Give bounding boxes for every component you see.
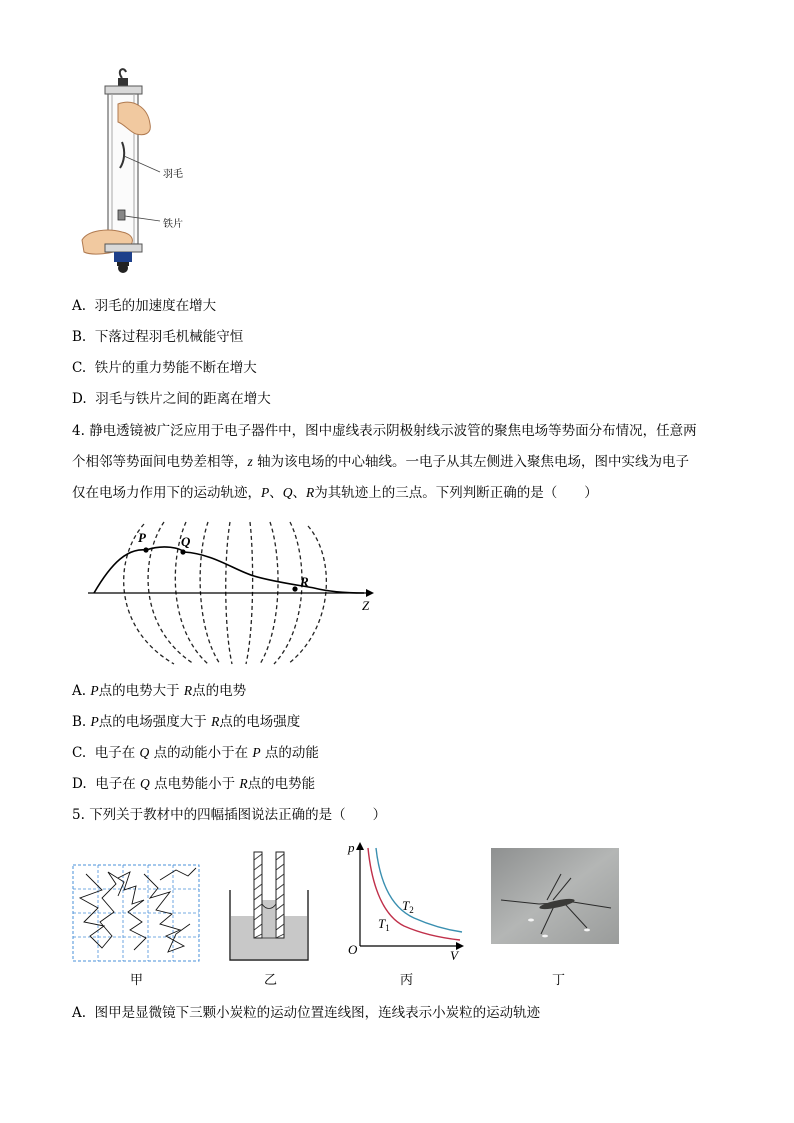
q5-option-a: A. 图甲是显微镜下三颗小炭粒的运动位置连线图，连线表示小炭粒的运动轨迹 (72, 1005, 541, 1021)
pv-isotherm-graph (342, 838, 470, 964)
axis-p-label: p (348, 840, 355, 855)
q5-stem: 5. 下列关于教材中的四幅插图说法正确的是（ ） (72, 807, 387, 823)
caption-bing: 丙 (400, 973, 414, 988)
point-r-label: R (300, 574, 309, 589)
origin-label: O (348, 942, 358, 957)
isotherm-t2 (376, 848, 462, 932)
capillary-tube-figure (228, 850, 310, 962)
q4-option-b: B. P点的电场强度大于 R点的电场强度 (72, 714, 301, 730)
q4-stem-line1: 4. 静电透镜被广泛应用于电子器件中，图中虚线表示阴极射线示波管的聚焦电场等势面分布情况，任意两 (72, 423, 697, 439)
q4-stem-line3: 仅在电场力作用下的运动轨迹，P、Q、R为其轨迹上的三点。下列判断正确的是（ ） (72, 485, 598, 501)
q4-stem-line2: 个相邻等势面间电势差相等，z 轴为该电场的中心轴线。一电子从其左侧进入聚焦电场，图中实线为电子 (72, 454, 690, 470)
q3-option-c: C. 铁片的重力势能不断在增大 (72, 360, 257, 376)
caption-jia: 甲 (130, 973, 144, 988)
q3-option-a: A. 羽毛的加速度在增大 (72, 298, 217, 314)
point-q-label: Q (181, 534, 191, 549)
electrostatic-lens-figure (84, 518, 384, 668)
axis-v-label: V (450, 948, 458, 963)
caption-yi: 乙 (264, 973, 278, 988)
q4-option-a: A. P点的电势大于 R点的电势 (72, 683, 247, 699)
label-feather: 羽毛 (163, 169, 183, 180)
axis-z-label: Z (362, 598, 370, 613)
brownian-motion-figure (72, 864, 200, 962)
label-iron: 铁片 (163, 219, 183, 230)
point-p-label: P (138, 530, 146, 545)
q3-option-b: B. 下落过程羽毛机械能守恒 (72, 329, 244, 345)
q3-option-d: D. 羽毛与铁片之间的距离在增大 (72, 391, 271, 407)
q4-option-c: C. 电子在 Q 点的动能小于在 P 点的动能 (72, 745, 319, 761)
label-t2: $T_2$ (402, 898, 414, 915)
caption-ding: 丁 (552, 973, 566, 988)
water-strider-photo (491, 848, 619, 944)
q4-option-d: D. 电子在 Q 点电势能小于 R点的电势能 (72, 776, 316, 792)
feather-tube-figure (78, 64, 208, 278)
label-t1: $T_1$ (378, 916, 390, 933)
